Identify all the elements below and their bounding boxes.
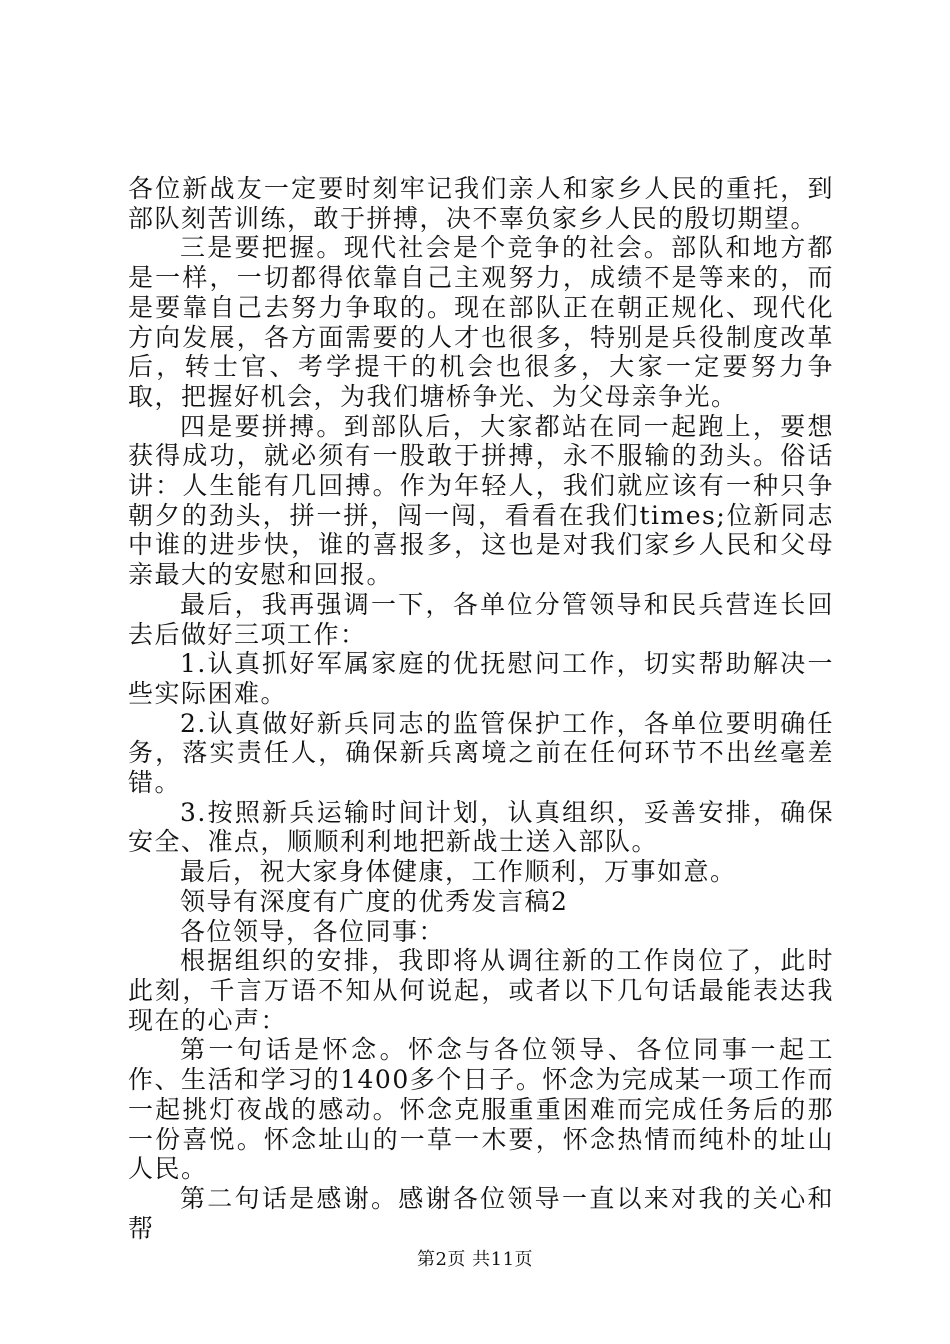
document-body [128, 174, 834, 1243]
page-footer: 第2页 共11页 [416, 1249, 534, 1270]
paragraph-gratitude: 第二句话是感谢。感谢各位领导一直以来对我的关心和帮 [128, 1183, 834, 1243]
paragraph-final-emphasis: 最后，我再强调一下，各单位分管领导和民兵营连长回去后做好三项工作： [128, 589, 834, 649]
paragraph-point-three: 三是要把握。现代社会是个竞争的社会。部队和地方都是一样，一切都得依靠自己主观努力，成绩不是等来的，而是要靠自己去努力争取的。现在部队正在朝正规化、现代化方向发展，各方面需要的人才也很多，特别是兵役制度改革后，转士官、考学提干的机会也很多，大家一定要努力争取，把握好机会，为我们塘桥争光、为父母亲争光。 [128, 233, 834, 411]
paragraph-closing-wishes: 最后，祝大家身体健康，工作顺利，万事如意。 [180, 857, 737, 887]
paragraph-continuation: 各位新战友一定要时刻牢记我们亲人和家乡人民的重托，到部队刻苦训练，敢于拼搏，决不辜负家乡人民的殷切期望。 [128, 174, 834, 233]
paragraph-remembrance: 第一句话是怀念。怀念与各位领导、各位同事一起工作、生活和学习的1400多个日子。怀念为完成某一项工作而一起挑灯夜战的感动。怀念克服重重困难而完成任务后的那一份喜悦。怀念址山的一草一木要，怀念热情而纯朴的址山人民。 [128, 1035, 834, 1184]
paragraph-intro: 根据组织的安排，我即将从调往新的工作岗位了，此时此刻，千言万语不知从何说起，或者以下几句话最能表达我现在的心声： [128, 946, 834, 1035]
salutation: 各位领导，各位同事： [180, 916, 446, 946]
paragraph-point-four: 四是要拼搏。到部队后，大家都站在同一起跑上，要想获得成功，就必须有一股敢于拼搏，永不服输的劲头。俗话讲：人生能有几回搏。作为年轻人，我们就应该有一种只争朝夕的劲头，拼一拼，闯一闯，看看在我们times;位新同志中谁的进步快，谁的喜报多，这也是对我们家乡人民和父母亲最大的安慰和回报。 [128, 411, 834, 590]
paragraph-task-two: 2.认真做好新兵同志的监管保护工作，各单位要明确任务，落实责任人，确保新兵离境之前在任何环节不出丝毫差错。 [128, 708, 834, 798]
paragraph-task-three: 3.按照新兵运输时间计划，认真组织，妥善安排，确保安全、准点，顺顺利利地把新战士送入部队。 [128, 797, 834, 857]
paragraph-task-one: 1.认真抓好军属家庭的优抚慰问工作，切实帮助解决一些实际困难。 [128, 649, 834, 708]
section-title: 领导有深度有广度的优秀发言稿2 [180, 886, 569, 916]
